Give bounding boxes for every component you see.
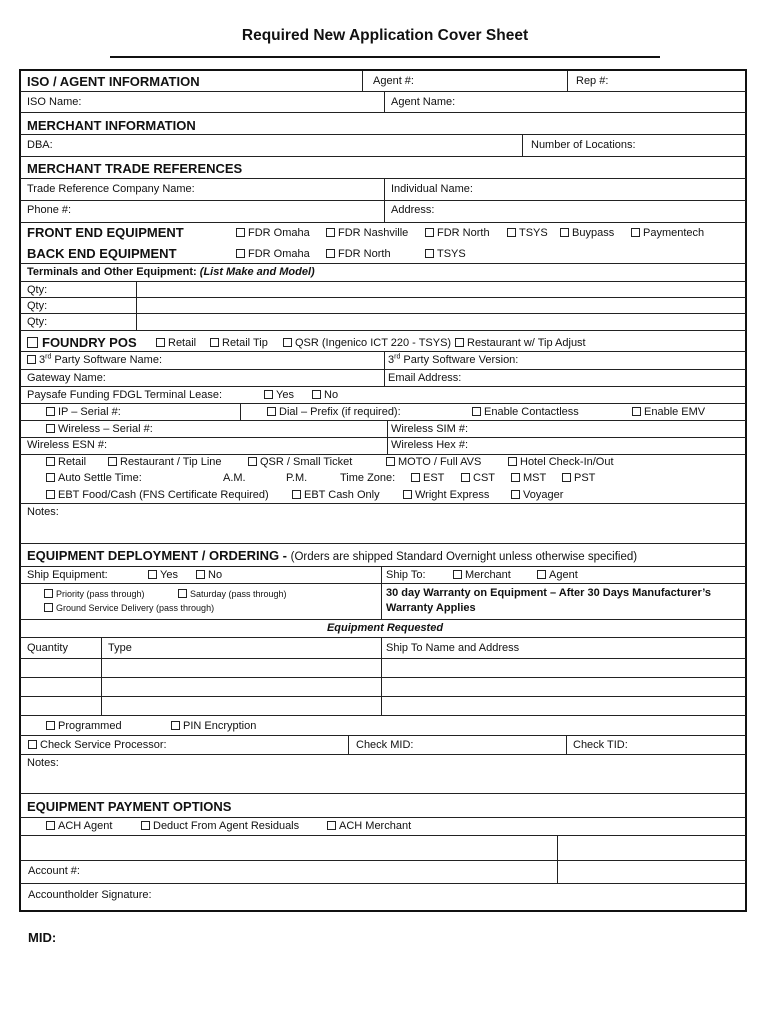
enable-contactless[interactable]: Enable Contactless: [472, 406, 579, 419]
ebt-food-cash-option[interactable]: EBT Food/Cash (FNS Certificate Required): [46, 489, 269, 502]
checkbox[interactable]: [461, 473, 470, 482]
divider: [20, 351, 746, 352]
time-zone-label: Time Zone:: [340, 472, 396, 484]
checkbox[interactable]: [27, 355, 36, 364]
back-end-option[interactable]: FDR Omaha: [236, 248, 310, 261]
divider: [20, 222, 746, 223]
wireless-serial-field[interactable]: Wireless – Serial #:: [46, 423, 153, 436]
ship-to-label: Ship To:: [386, 569, 426, 581]
paysafe-no[interactable]: No: [312, 389, 338, 402]
check-tid-field[interactable]: Check TID:: [573, 739, 628, 751]
equipment-requested-heading: Equipment Requested: [326, 622, 444, 634]
programmed-option[interactable]: Programmed: [46, 720, 122, 733]
trade-references-heading: MERCHANT TRADE REFERENCES: [27, 161, 243, 176]
quantity-column-header: Quantity: [27, 642, 68, 654]
checkbox[interactable]: [171, 721, 180, 730]
divider: [381, 637, 382, 715]
checkbox[interactable]: [326, 249, 335, 258]
divider: [20, 860, 746, 861]
divider: [20, 178, 746, 179]
front-end-option[interactable]: FDR North: [425, 227, 490, 240]
divider: [384, 91, 385, 112]
pos-type-option[interactable]: QSR / Small Ticket: [248, 456, 352, 469]
voyager-option[interactable]: Voyager: [511, 489, 563, 502]
checkbox[interactable]: [46, 424, 55, 433]
divider: [20, 503, 746, 504]
type-column-header: Type: [108, 642, 132, 654]
checkbox[interactable]: [507, 228, 516, 237]
foundry-notes-field[interactable]: Notes:: [27, 506, 59, 518]
page-title: Required New Application Cover Sheet: [241, 27, 529, 44]
ship-equipment-label: Ship Equipment:: [27, 569, 108, 581]
divider: [20, 754, 746, 755]
ship-to-agent[interactable]: Agent: [537, 569, 578, 582]
checkbox[interactable]: [511, 473, 520, 482]
agent-number-field[interactable]: Agent #:: [373, 75, 414, 87]
checkbox[interactable]: [453, 570, 462, 579]
checkbox[interactable]: [631, 228, 640, 237]
checkbox[interactable]: [511, 490, 520, 499]
individual-name-field[interactable]: Individual Name:: [391, 183, 473, 195]
divider: [20, 313, 746, 314]
warranty-note: 30 day Warranty on Equipment – After 30 Days Manufacturer’s: [386, 587, 711, 599]
checkbox[interactable]: [267, 407, 276, 416]
trade-reference-company-field[interactable]: Trade Reference Company Name:: [27, 183, 195, 195]
wireless-hex-field[interactable]: Wireless Hex #:: [391, 439, 469, 451]
divider: [20, 281, 746, 282]
divider: [20, 454, 746, 455]
check-mid-field[interactable]: Check MID:: [356, 739, 414, 751]
software-name-field[interactable]: 3rd Party Software Name:: [27, 354, 162, 367]
rep-number-field[interactable]: Rep #:: [576, 75, 609, 87]
terminals-label: Terminals and Other Equipment: (List Make and Model): [27, 266, 315, 278]
payment-option[interactable]: ACH Agent: [46, 820, 112, 833]
divider: [20, 91, 746, 92]
pm-label: P.M.: [286, 472, 308, 484]
foundry-option[interactable]: QSR (Ingenico ICT 220 - TSYS): [283, 337, 451, 350]
checkbox[interactable]: [425, 228, 434, 237]
divider: [20, 437, 746, 438]
divider: [240, 403, 241, 420]
wright-express-option[interactable]: Wright Express: [403, 489, 489, 502]
payment-options-heading: EQUIPMENT PAYMENT OPTIONS: [27, 799, 232, 814]
checkbox[interactable]: [108, 457, 117, 466]
checkbox[interactable]: [46, 473, 55, 482]
ship-equipment-no[interactable]: No: [196, 569, 222, 582]
ebt-cash-only-option[interactable]: EBT Cash Only: [292, 489, 380, 502]
divider: [20, 637, 746, 638]
divider: [567, 71, 568, 91]
divider: [522, 134, 523, 156]
front-end-option[interactable]: Paymentech: [631, 227, 704, 240]
foundry-pos-heading: FOUNDRY POS: [27, 335, 137, 350]
divider: [566, 735, 567, 754]
time-zone-option[interactable]: PST: [562, 472, 595, 485]
checkbox[interactable]: [562, 473, 571, 482]
ship-equipment-yes[interactable]: Yes: [148, 569, 178, 582]
iso-name-field[interactable]: ISO Name:: [27, 96, 82, 108]
checkbox[interactable]: [264, 390, 273, 399]
ip-serial-field[interactable]: IP – Serial #:: [46, 406, 121, 419]
divider: [362, 71, 363, 91]
divider: [20, 297, 746, 298]
email-address-field[interactable]: Email Address:: [388, 372, 462, 384]
checkbox[interactable]: [46, 490, 55, 499]
checkbox[interactable]: [236, 228, 245, 237]
checkbox[interactable]: [386, 457, 395, 466]
checkbox[interactable]: [472, 407, 481, 416]
check-service-processor-field[interactable]: Check Service Processor:: [28, 739, 167, 752]
deployment-heading: EQUIPMENT DEPLOYMENT / ORDERING - (Orders are shipped Standard Overnight unless otherwise specified): [27, 548, 638, 563]
divider: [20, 200, 746, 201]
table-row: [20, 658, 746, 659]
checkbox[interactable]: [210, 338, 219, 347]
back-end-option[interactable]: FDR North: [326, 248, 391, 261]
qty-field[interactable]: Qty:: [27, 316, 48, 328]
checkbox[interactable]: [425, 249, 434, 258]
pos-type-option[interactable]: MOTO / Full AVS: [386, 456, 481, 469]
payment-option[interactable]: Deduct From Agent Residuals: [141, 820, 299, 833]
qty-field[interactable]: Qty:: [27, 300, 48, 312]
front-end-option[interactable]: FDR Nashville: [326, 227, 408, 240]
merchant-info-heading: MERCHANT INFORMATION: [27, 118, 196, 133]
iso-agent-heading: ISO / AGENT INFORMATION: [27, 74, 200, 89]
address-field[interactable]: Address:: [391, 204, 435, 216]
divider: [20, 330, 746, 331]
checkbox[interactable]: [455, 338, 464, 347]
checkbox[interactable]: [411, 473, 420, 482]
warranty-note: Warranty Applies: [386, 602, 476, 614]
table-row: [20, 677, 746, 678]
divider: [20, 112, 746, 113]
checkbox[interactable]: [236, 249, 245, 258]
front-end-option[interactable]: TSYS: [507, 227, 548, 240]
divider: [20, 543, 746, 544]
checkbox[interactable]: [27, 337, 38, 348]
priority-option[interactable]: Priority (pass through): [44, 588, 145, 601]
divider: [20, 817, 746, 818]
number-of-locations-field[interactable]: Number of Locations:: [531, 139, 636, 151]
divider: [20, 835, 746, 836]
time-zone-option[interactable]: EST: [411, 472, 444, 485]
front-end-heading: FRONT END EQUIPMENT: [27, 225, 184, 240]
dba-field[interactable]: DBA:: [27, 139, 53, 151]
checkbox[interactable]: [292, 490, 301, 499]
deployment-notes-field[interactable]: Notes:: [27, 757, 59, 769]
dial-prefix-field[interactable]: Dial – Prefix (if required):: [267, 406, 401, 419]
pos-type-option[interactable]: Restaurant / Tip Line: [108, 456, 222, 469]
saturday-option[interactable]: Saturday (pass through): [178, 588, 287, 601]
front-end-option[interactable]: FDR Omaha: [236, 227, 310, 240]
checkbox[interactable]: [326, 228, 335, 237]
mid-label: MID:: [28, 930, 57, 945]
ship-to-name-column-header: Ship To Name and Address: [386, 642, 520, 654]
checkbox[interactable]: [248, 457, 257, 466]
divider: [20, 386, 746, 387]
divider: [20, 583, 746, 584]
divider: [20, 134, 746, 135]
agent-name-field[interactable]: Agent Name:: [391, 96, 456, 108]
checkbox[interactable]: [312, 390, 321, 399]
checkbox[interactable]: [28, 740, 37, 749]
ship-to-merchant[interactable]: Merchant: [453, 569, 511, 582]
divider: [381, 566, 382, 619]
time-zone-option[interactable]: MST: [511, 472, 546, 485]
checkbox[interactable]: [156, 338, 165, 347]
title-underline: [110, 56, 660, 58]
checkbox[interactable]: [44, 603, 53, 612]
pos-type-option[interactable]: Retail: [46, 456, 86, 469]
checkbox[interactable]: [508, 457, 517, 466]
paysafe-yes[interactable]: Yes: [264, 389, 294, 402]
back-end-option[interactable]: TSYS: [425, 248, 466, 261]
divider: [348, 735, 349, 754]
divider: [20, 263, 746, 264]
divider: [20, 883, 746, 884]
foundry-option[interactable]: Retail: [156, 337, 196, 350]
ground-service-option[interactable]: Ground Service Delivery (pass through): [44, 602, 214, 615]
checkbox[interactable]: [178, 589, 187, 598]
checkbox[interactable]: [46, 407, 55, 416]
enable-emv[interactable]: Enable EMV: [632, 406, 705, 419]
divider: [20, 619, 746, 620]
checkbox[interactable]: [632, 407, 641, 416]
front-end-option[interactable]: Buypass: [560, 227, 614, 240]
divider: [20, 793, 746, 794]
account-number-field[interactable]: Account #:: [28, 865, 80, 877]
divider: [557, 860, 558, 883]
checkbox[interactable]: [327, 821, 336, 830]
wireless-esn-field[interactable]: Wireless ESN #:: [27, 439, 108, 451]
checkbox[interactable]: [283, 338, 292, 347]
divider: [20, 735, 746, 736]
pos-type-option[interactable]: Hotel Check-In/Out: [508, 456, 614, 469]
checkbox[interactable]: [46, 821, 55, 830]
checkbox[interactable]: [44, 589, 53, 598]
software-version-field[interactable]: 3rd Party Software Version:: [388, 353, 519, 366]
checkbox[interactable]: [537, 570, 546, 579]
divider: [20, 403, 746, 404]
gateway-name-field[interactable]: Gateway Name:: [27, 372, 106, 384]
checkbox[interactable]: [560, 228, 569, 237]
divider: [20, 420, 746, 421]
wireless-sim-field[interactable]: Wireless SIM #:: [391, 423, 469, 435]
checkbox[interactable]: [148, 570, 157, 579]
checkbox[interactable]: [46, 721, 55, 730]
divider: [20, 566, 746, 567]
table-row: [20, 696, 746, 697]
paysafe-label: Paysafe Funding FDGL Terminal Lease:: [27, 389, 223, 401]
divider: [20, 369, 746, 370]
accountholder-signature-field[interactable]: Accountholder Signature:: [28, 889, 152, 901]
checkbox[interactable]: [141, 821, 150, 830]
payment-option[interactable]: ACH Merchant: [327, 820, 411, 833]
am-label: A.M.: [223, 472, 246, 484]
divider: [557, 835, 558, 860]
divider: [20, 156, 746, 157]
checkbox[interactable]: [46, 457, 55, 466]
back-end-heading: BACK END EQUIPMENT: [27, 246, 177, 261]
foundry-option[interactable]: Retail Tip: [210, 337, 268, 350]
time-zone-option[interactable]: CST: [461, 472, 495, 485]
checkbox[interactable]: [403, 490, 412, 499]
divider: [136, 281, 137, 330]
auto-settle-field[interactable]: Auto Settle Time:: [46, 472, 142, 485]
divider: [20, 715, 746, 716]
checkbox[interactable]: [196, 570, 205, 579]
qty-field[interactable]: Qty:: [27, 284, 48, 296]
pin-encryption-option[interactable]: PIN Encryption: [171, 720, 256, 733]
phone-field[interactable]: Phone #:: [27, 204, 72, 216]
foundry-option[interactable]: Restaurant w/ Tip Adjust: [455, 337, 586, 350]
divider: [101, 637, 102, 715]
